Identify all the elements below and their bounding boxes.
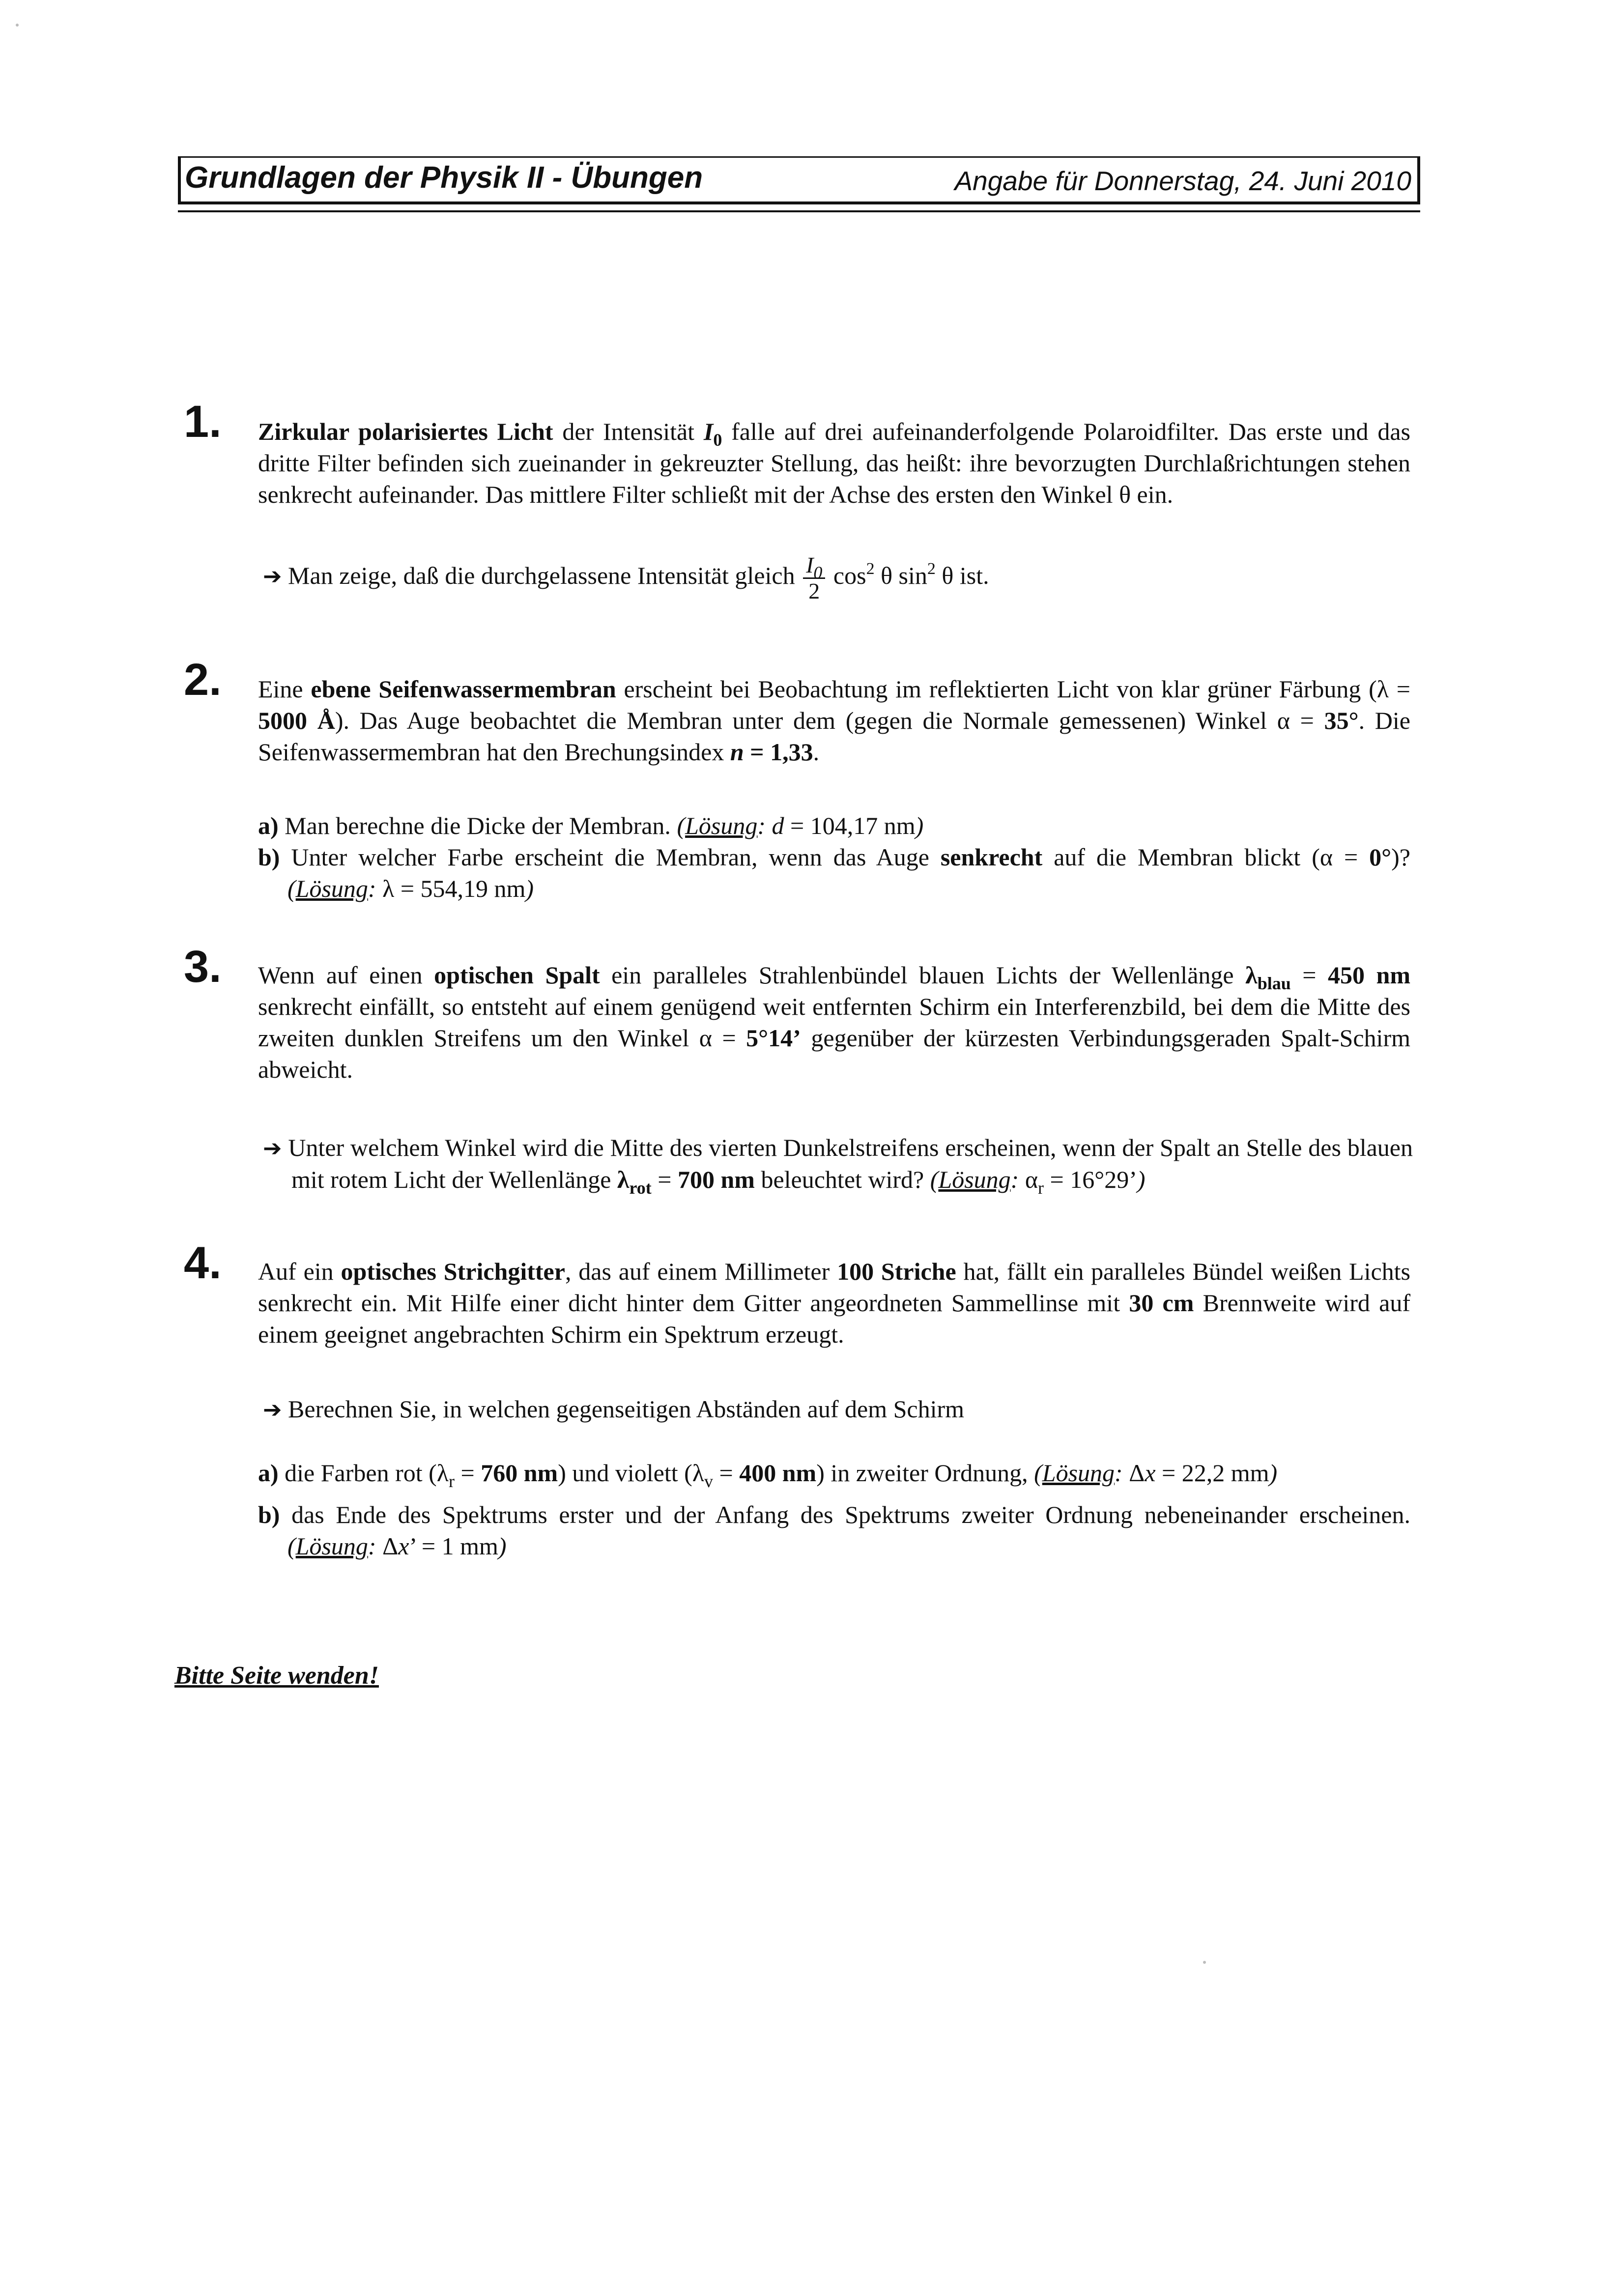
scan-speck	[16, 24, 19, 27]
problem-text: Auf ein optisches Strichgitter, das auf einem Millimeter 100 Striche hat, fällt ein paralleles Bündel weißen Lichts senkrecht ein. Mit Hilfe einer dicht hinter dem Gitter angeordneten Sammellinse mit 30 cm Brennweite wird auf einem geeignet angebrachten Schirm ein Spektrum erzeugt.	[258, 1258, 1411, 1348]
problem-number: 1.	[184, 397, 222, 447]
header-rule-thin	[178, 210, 1420, 212]
arrow-icon: ➔	[263, 562, 282, 589]
subquestion: a) die Farben rot ($\lambda_r = 760$ nm) und violett ($\lambda_v = 400$ nm) in zweiter Ordnung, (Lösung: Δx = 22,2 mm)	[258, 1459, 1278, 1491]
subquestion: b) das Ende des Spektrums erster und der Anfang des Spektrums zweiter Ordnung nebeneinander erscheinen. (Lösung: Δx’ = 1 mm)	[258, 1501, 1411, 1560]
problem-number: 4.	[184, 1238, 222, 1288]
problem-task: ➔ Unter welchem Winkel wird die Mitte des vierten Dunkelstreifens erscheinen, wenn der Spalt an Stelle des blauen mit rotem Licht der Wellenlänge $\lambda_{rot} = 700$ nm beleuchtet wird? (Lösung: $\alpha_r$ = 16°29’)	[263, 1134, 1413, 1198]
arrow-icon: ➔	[263, 1135, 282, 1161]
fraction	[803, 553, 825, 603]
turn-page-note: Bitte Seite wenden!	[174, 1662, 379, 1690]
fraction-denominator: 2	[808, 578, 820, 603]
header-rule	[178, 201, 1420, 204]
problem-number: 3.	[184, 942, 222, 992]
problem-text: Zirkular polarisiertes Licht der Intensität $I_0$ falle auf drei aufeinanderfolgende Polaroidfilter. Das erste und das dritte Filter befinden sich zueinander in gekreuzter Stellung, das heißt: ihre bevorzugten Durchlaßrichtungen stehen senkrecht aufeinander. Das mittlere Filter schließt mit der Achse des ersten den Winkel θ ein.	[258, 418, 1410, 508]
problem-number: 2.	[184, 655, 222, 705]
subquestion: a) Man berechne die Dicke der Membran. (Lösung: d = 104,17 nm)	[258, 812, 924, 839]
problem-task: ➔ Berechnen Sie, in welchen gegenseitigen Abständen auf dem Schirm	[263, 1395, 965, 1423]
scan-speck	[1203, 1961, 1206, 1964]
problem-task: ➔ Man zeige, daß die durchgelassene Intensität gleich $\frac{I_0}{2}$ $\cos^2 \theta$ $\sin^2 \theta$ ist.	[263, 552, 989, 603]
problem-text: Wenn auf einen optischen Spalt ein paralleles Strahlenbündel blauen Lichts der Wellenlänge $\lambda_{blau} = 450$ nm senkrecht einfällt, so entsteht auf einem genügend weit entfernten Schirm ein Interferenzbild, bei dem die Mitte des zweiten dunklen Streifens um den Winkel α = 5°14’ gegenüber der kürzesten Verbindungsgeraden Spalt-Schirm abweicht.	[258, 961, 1411, 1083]
subquestion: b) Unter welcher Farbe erscheint die Membran, wenn das Auge senkrecht auf die Membran blickt (α = 0°)? (Lösung: λ = 554,19 nm)	[258, 843, 1410, 902]
assignment-date: Angabe für Donnerstag, 24. Juni 2010	[954, 166, 1411, 196]
fraction-numerator: $I_0$	[803, 553, 825, 579]
formula: $\cos^2 \theta$ $\sin^2 \theta$	[833, 559, 954, 589]
problem-text: Eine ebene Seifenwassermembran erscheint bei Beobachtung im reflektierten Licht von klar grüner Färbung (λ = 5000 Å). Das Auge beobachtet die Membran unter dem (gegen die Normale gemessenen) Winkel α = 35°. Die Seifenwassermembran hat den Brechungsindex n = 1,33.	[258, 675, 1410, 766]
course-title: Grundlagen der Physik II - Übungen	[185, 161, 703, 195]
arrow-icon: ➔	[263, 1396, 282, 1423]
